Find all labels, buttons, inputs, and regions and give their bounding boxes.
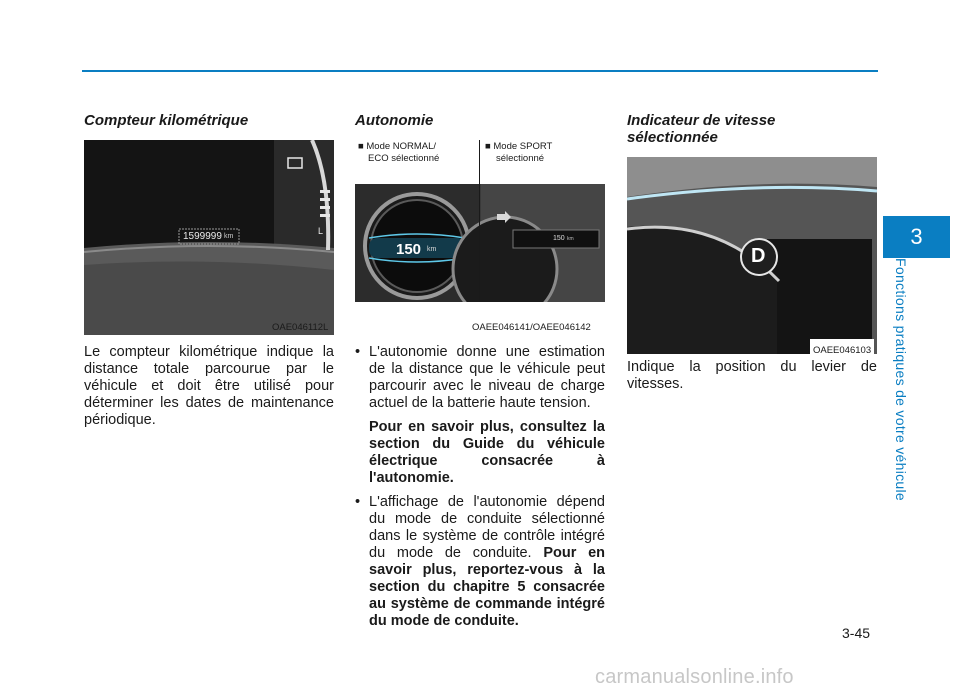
bullet-item: • L'affichage de l'autonomie dépend du mode de conduite sélectionné dans le système de contrôle intégré du mode de conduite. Pour en savoir plus, reportez-vous à la section du chapitre 5 consacrée au système de commande intégré du mode de conduite.: [355, 494, 605, 629]
small-range-value: 150: [553, 235, 565, 242]
heading-gear-2: sélectionnée: [627, 129, 718, 146]
page-number: 3-45: [842, 625, 871, 641]
gear-figure: [627, 157, 877, 354]
gear-text: [627, 359, 877, 393]
fig-code-gear-bg: [810, 339, 874, 354]
chapter-tab: 3: [883, 216, 950, 258]
chapter-title: Fonctions pratiques de votre véhicule: [893, 258, 909, 502]
odometer-figure: [84, 140, 334, 335]
watermark: carmanualsonline.info: [595, 666, 794, 688]
range-figure: [355, 140, 605, 335]
gear-paragraph: Indique la position du levier de vitesses.: [627, 359, 877, 392]
odometer-text: [84, 344, 334, 429]
range-value: 150: [396, 241, 422, 258]
bullet-bold-note: Pour en savoir plus, consultez la section du Guide du véhicule électrique consacrée à l'autonomie.: [369, 419, 605, 486]
label-sport-selected: sélectionné: [496, 153, 545, 164]
bullet-bold-note: Pour en savoir plus, reportez-vous à la section du chapitre 5 consacrée au système de commande intégré du mode de conduite.: [369, 545, 605, 629]
range-bullets: [355, 344, 605, 630]
label-sport-mode: ■ Mode SPORT: [485, 141, 553, 152]
gear-letter: D: [751, 245, 766, 267]
range-unit: km: [427, 246, 437, 253]
fig-code-odometer: OAE046112L: [272, 322, 329, 333]
heading-range: Autonomie: [355, 112, 434, 129]
bullet-item: • L'autonomie donne une estimation de la distance que le véhicule peut parcourir avec le niveau de charge actuel de la batterie haute tension.: [355, 344, 605, 411]
small-range-unit: km: [567, 236, 574, 242]
header-rule: [82, 70, 878, 72]
chapter-title-vertical: [891, 258, 927, 508]
odometer-paragraph: Le compteur kilométrique indique la distance totale parcourue par le véhicule et doit être utilisé pour déterminer les dates de maintenance périodique.: [84, 344, 334, 428]
heading-odometer: Compteur kilométrique: [84, 112, 249, 129]
gauge-letter: L: [318, 226, 324, 236]
range-illustration: [355, 184, 605, 302]
label-normal-mode: ■ Mode NORMAL/: [358, 141, 437, 152]
heading-gear-1: Indicateur de vitesse: [627, 112, 776, 129]
fig-code-range: OAEE046141/OAEE046142: [472, 322, 591, 333]
label-normal-selected: ECO sélectionné: [368, 153, 440, 164]
bullet-text: L'affichage de l'autonomie dépend du mode de conduite sélectionné dans le système de contrôle intégré du mode de conduite.: [369, 494, 605, 561]
bullet-text: L'autonomie donne une estimation de la distance que le véhicule peut parcourir avec le niveau de charge actuel de la batterie haute tension.: [369, 344, 605, 411]
odometer-reading: 1599999: [183, 231, 222, 242]
fig-code-gear: OAEE046103: [813, 345, 872, 354]
odometer-unit: km: [224, 233, 234, 240]
